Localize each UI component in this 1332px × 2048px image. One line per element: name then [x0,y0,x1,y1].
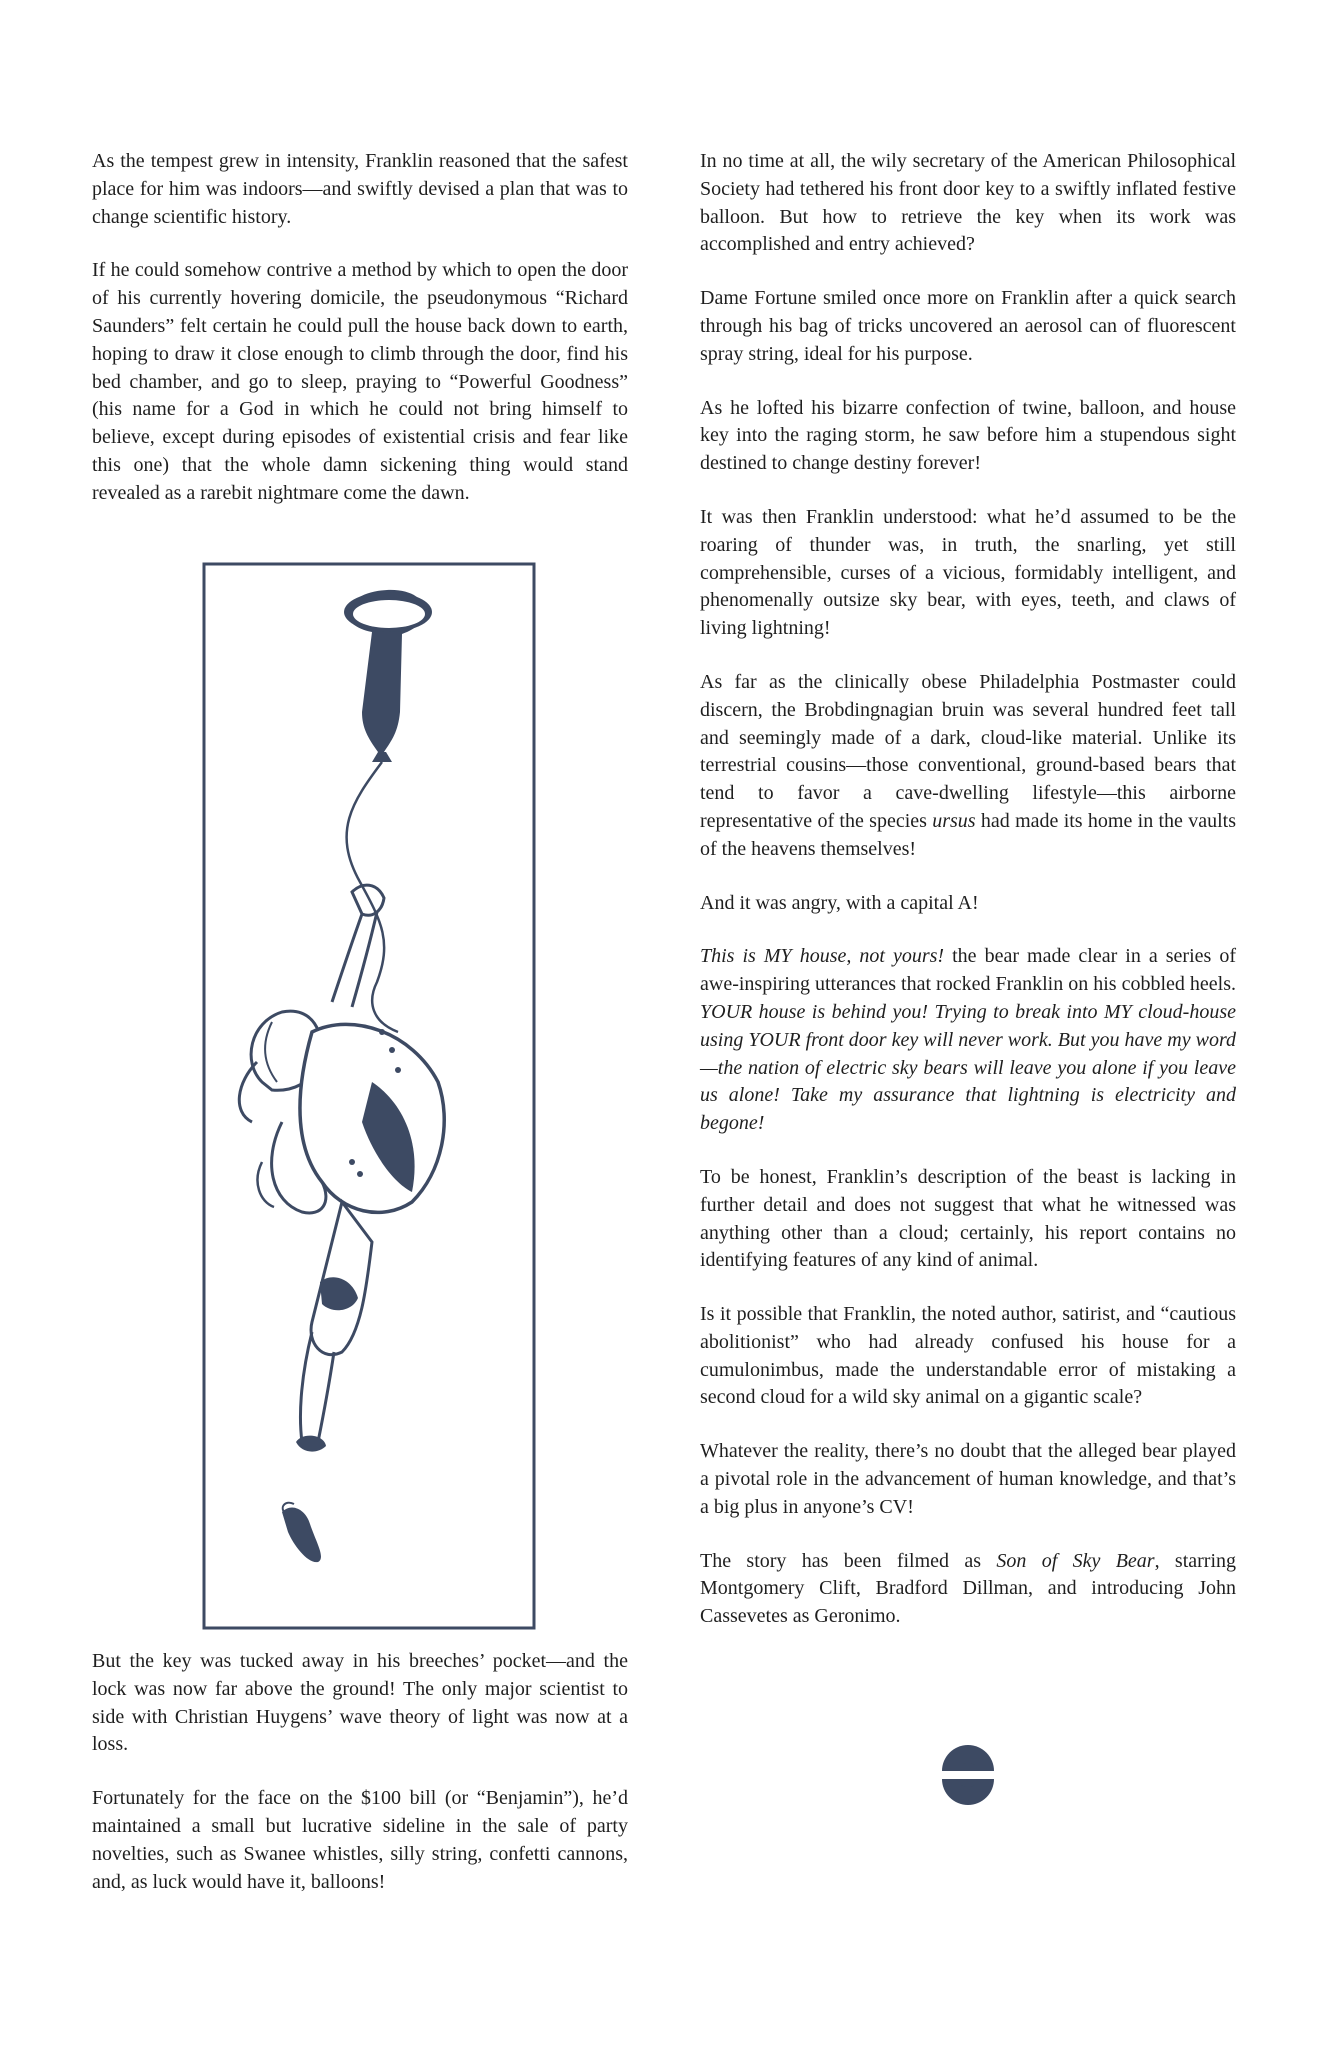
text-run: The story has been filmed as [700,1549,997,1572]
italic-run: YOUR house is behind you! Trying to break into MY cloud-house using YOUR front door key will never work. But you have my word—the nation of electric sky bears will leave you alone if you leave us alone! Take my assurance that lightning is electricity and begone! [700,1000,1236,1135]
circle-bar-end-icon [938,1745,998,1805]
paragraph: And it was angry, with a capital A! [700,891,979,914]
text-run: , starring Montgomery Clift, Bradford Dillman, and introducing John Cassevetes as Geronimo. [700,1549,1237,1628]
paragraph: Whatever the reality, there’s no doubt that the alleged bear played a pivotal role in the advancement of human knowledge, and that’s a big plus in anyone’s CV! [700,1440,1236,1518]
text-run: had made its home in the vaults of the heavens themselves! [700,809,1237,860]
text-run: the bear made clear in a series of awe-inspiring utterances that rocked Franklin on his cobbled heels. [700,945,1237,996]
right-column [700,148,1236,1657]
left-column-top [92,148,628,534]
franklin-balloon-illustration [202,562,536,1630]
paragraph: As the tempest grew in intensity, Franklin reasoned that the safest place for him was indoors—and swiftly devised a plan that was to change scientific history. [92,150,628,228]
left-column-bottom [92,1648,628,1922]
text-run: As far as the clinically obese Philadelphia Postmaster could discern, the Brobdingnagian bruin was several hundred feet tall and seemingly made of a dark, cloud-like material. Unlike its terrestrial cousins—those conventional, ground-based bears that tend to favor a cave-dwelling lifestyle—this airborne representative of the species [700,670,1236,832]
italic-run: Son of Sky Bear [996,1549,1155,1572]
italic-run: This is MY house, not yours! [700,945,945,968]
paragraph: Fortunately for the face on the $100 bill (or “Benjamin”), he’d maintained a small but lucrative sideline in the sale of party novelties, such as Swanee whistles, silly string, confetti cannons, and, as luck would have it, balloons! [92,1787,628,1893]
paragraph: As he lofted his bizarre confection of twine, balloon, and house key into the raging storm, he saw before him a stupendous sight destined to change destiny forever! [700,396,1236,475]
paragraph: Dame Fortune smiled once more on Franklin after a quick search through his bag of tricks uncovered an aerosol can of fluorescent spray string, ideal for his purpose. [700,287,1236,365]
italic-run: ursus [932,809,976,832]
paragraph [700,943,1236,1138]
paragraph: In no time at all, the wily secretary of the American Philosophical Society had tethered his front door key to a swiftly inflated festive balloon. But how to retrieve the key when its work was accomplished and entry achieved? [700,150,1236,256]
paragraph [700,669,1236,864]
paragraph: But the key was tucked away in his breeches’ pocket—and the lock was now far above the ground! The only major scientist to side with Christian Huygens’ wave theory of light was now at a loss. [92,1650,628,1756]
paragraph: It was then Franklin understood: what he’d assumed to be the roaring of thunder was, in truth, the snarling, yet still comprehensible, curses of a vicious, formidably intelligent, and phenomenally outsize sky bear, with eyes, teeth, and claws of living lightning! [700,505,1236,640]
paragraph: If he could somehow contrive a method by which to open the door of his currently hovering domicile, the pseudonymous “Richard Saunders” felt certain he could pull the house back down to earth, hoping to draw it close enough to climb through the door, find his bed chamber, and go to sleep, praying to “Powerful Goodness” (his name for a God in which he could not bring himself to believe, except during episodes of existential crisis and fear like this one) that the whole damn sickening thing would stand revealed as a rarebit nightmare come the dawn. [92,259,628,504]
paragraph [700,1548,1236,1631]
paragraph: To be honest, Franklin’s description of the beast is lacking in further detail and does not suggest that what he witnessed was anything other than a cloud; certainly, his report contains no identifying features of any kind of animal. [700,1165,1236,1272]
paragraph: Is it possible that Franklin, the noted author, satirist, and “cautious abolitionist” who had already confused his house for a cumulonimbus, made the understandable error of mistaking a second cloud for a wild sky animal on a gigantic scale? [700,1303,1236,1409]
